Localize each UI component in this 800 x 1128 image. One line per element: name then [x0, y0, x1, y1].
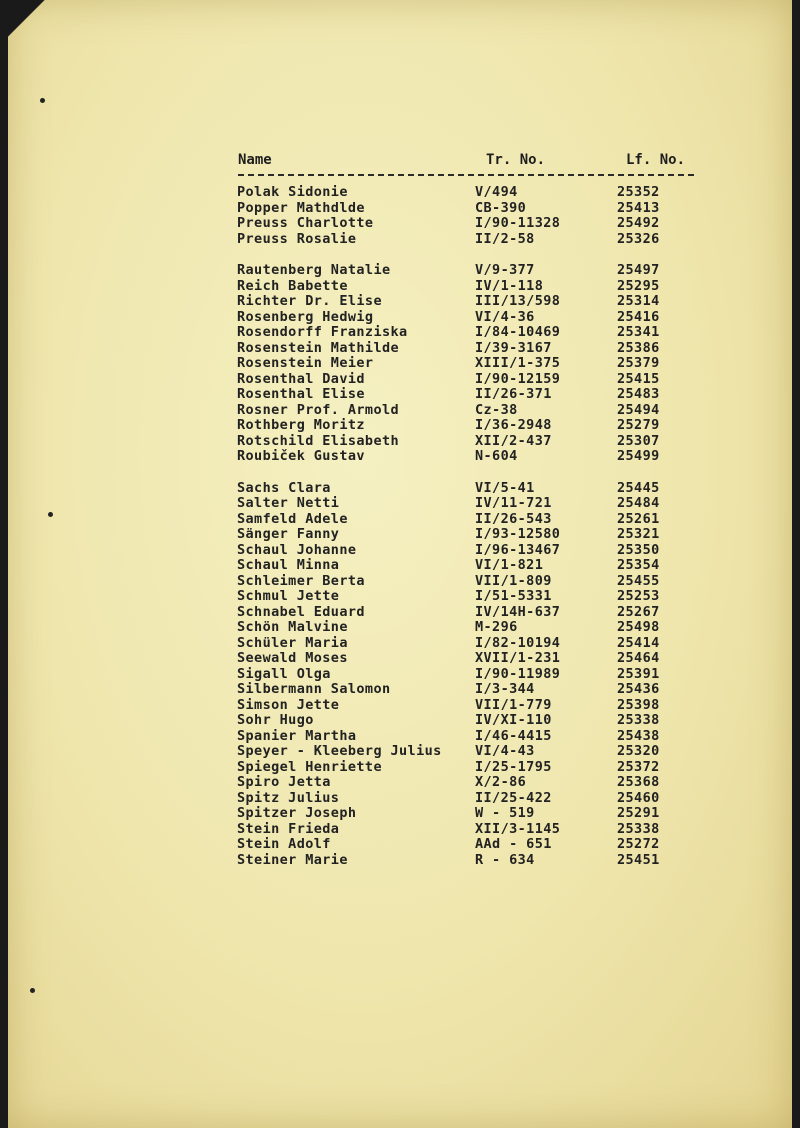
list-item — [237, 635, 697, 651]
header-lf-no: Lf. No. — [626, 152, 686, 168]
list-number: 25372 — [617, 758, 660, 775]
transport-number: II/25-422 — [475, 789, 552, 806]
transport-number: VI/4-36 — [475, 308, 535, 325]
person-name: Schnabel Eduard — [237, 603, 365, 620]
list-number: 25354 — [617, 557, 660, 573]
list-number: 25338 — [617, 712, 660, 728]
list-item — [237, 588, 697, 604]
list-item — [237, 666, 697, 682]
transport-number: M-296 — [475, 619, 518, 635]
list-number: 25498 — [617, 619, 660, 635]
header-tr-no: Tr. No. — [486, 152, 546, 168]
transport-number: VII/1-779 — [475, 696, 552, 713]
list-number: 25416 — [617, 308, 660, 325]
hole-punch-mark — [40, 98, 45, 103]
person-name: Sohr Hugo — [237, 712, 314, 728]
transport-number: I/39-3167 — [475, 339, 552, 356]
transport-number: X/2-86 — [475, 774, 527, 790]
transport-number: I/25-1795 — [475, 758, 552, 775]
person-name: Rautenberg Natalie — [237, 262, 391, 278]
list-group — [237, 480, 697, 868]
list-number: 25368 — [617, 774, 660, 790]
list-item — [237, 340, 697, 356]
list-number: 25314 — [617, 293, 660, 309]
list-item — [237, 480, 697, 496]
list-item — [237, 511, 697, 527]
list-number: 25321 — [617, 526, 660, 542]
transport-number: V/494 — [475, 184, 518, 200]
list-number: 25253 — [617, 588, 660, 604]
person-name: Popper Mathdlde — [237, 199, 365, 216]
person-name: Samfeld Adele — [237, 510, 348, 527]
transport-number: AAd - 651 — [475, 836, 552, 852]
list-item — [237, 433, 697, 449]
person-name: Stein Frieda — [237, 820, 340, 837]
list-item — [237, 790, 697, 806]
list-number: 25272 — [617, 836, 660, 852]
person-name: Steiner Marie — [237, 851, 348, 868]
list-item — [237, 759, 697, 775]
person-name: Rotschild Elisabeth — [237, 432, 400, 449]
transport-number: IV/XI-110 — [475, 712, 552, 728]
list-item — [237, 805, 697, 821]
list-number: 25386 — [617, 339, 660, 356]
transport-number: II/26-371 — [475, 386, 552, 402]
list-number: 25326 — [617, 230, 660, 247]
list-item — [237, 573, 697, 589]
list-item — [237, 697, 697, 713]
list-number: 25438 — [617, 727, 660, 744]
list-item — [237, 402, 697, 418]
list-number: 25460 — [617, 789, 660, 806]
transport-number: I/96-13467 — [475, 541, 561, 558]
transport-number: I/3-344 — [475, 681, 535, 697]
person-name: Schaul Johanne — [237, 541, 357, 558]
list-item — [237, 526, 697, 542]
person-name: Simson Jette — [237, 696, 340, 713]
transport-number: IV/14H-637 — [475, 603, 561, 620]
list-item — [237, 619, 697, 635]
list-item — [237, 184, 697, 200]
transport-number: W - 519 — [475, 805, 535, 821]
person-name: Schön Malvine — [237, 619, 348, 635]
person-name: Schaul Minna — [237, 557, 340, 573]
transport-number: III/13/598 — [475, 293, 561, 309]
transport-number: XIII/1-375 — [475, 355, 561, 371]
person-name: Roubiček Gustav — [237, 448, 365, 464]
list-number: 25484 — [617, 495, 660, 511]
person-name: Spitzer Joseph — [237, 805, 357, 821]
list-item — [237, 309, 697, 325]
transport-number: IV/1-118 — [475, 277, 544, 294]
list-number: 25464 — [617, 650, 660, 666]
transport-number: I/90-11989 — [475, 665, 561, 682]
list-number: 25320 — [617, 743, 660, 759]
list-number: 25451 — [617, 851, 660, 868]
transport-number: XVII/1-231 — [475, 650, 561, 666]
list-number: 25352 — [617, 184, 660, 200]
list-item — [237, 681, 697, 697]
list-number: 25413 — [617, 199, 660, 216]
list-item — [237, 743, 697, 759]
list-item — [237, 448, 697, 464]
person-name: Salter Netti — [237, 495, 340, 511]
document-page — [8, 0, 792, 1128]
person-name: Schüler Maria — [237, 634, 348, 651]
person-name: Rosenthal David — [237, 370, 365, 387]
list-number: 25338 — [617, 820, 660, 837]
list-number: 25483 — [617, 386, 660, 402]
transport-number: I/51-5331 — [475, 588, 552, 604]
list-number: 25379 — [617, 355, 660, 371]
list-group — [237, 262, 697, 464]
list-number: 25267 — [617, 603, 660, 620]
header-divider — [238, 174, 694, 176]
transport-number: I/93-12580 — [475, 526, 561, 542]
list-number: 25291 — [617, 805, 660, 821]
person-name: Rosenberg Hedwig — [237, 308, 374, 325]
list-number: 25398 — [617, 696, 660, 713]
transport-number: R - 634 — [475, 851, 535, 868]
list-item — [237, 293, 697, 309]
hole-punch-mark — [30, 988, 35, 993]
list-number: 25341 — [617, 324, 660, 340]
torn-corner — [8, 0, 68, 60]
list-item — [237, 774, 697, 790]
list-number: 25415 — [617, 370, 660, 387]
person-name: Preuss Charlotte — [237, 215, 374, 231]
transport-number: XII/2-437 — [475, 432, 552, 449]
transport-number: I/36-2948 — [475, 417, 552, 433]
list-item — [237, 355, 697, 371]
list-item — [237, 650, 697, 666]
list-number: 25414 — [617, 634, 660, 651]
person-name: Sigall Olga — [237, 665, 331, 682]
person-name: Rosenthal Elise — [237, 386, 365, 402]
transport-number: Cz-38 — [475, 401, 518, 418]
transport-number: V/9-377 — [475, 262, 535, 278]
list-item — [237, 852, 697, 868]
person-name: Sänger Fanny — [237, 526, 340, 542]
transport-number: II/26-543 — [475, 510, 552, 527]
transport-number: VI/1-821 — [475, 557, 544, 573]
person-name: Rosner Prof. Armold — [237, 401, 400, 418]
column-header — [230, 152, 710, 172]
hole-punch-mark — [48, 512, 53, 517]
person-name: Richter Dr. Elise — [237, 293, 382, 309]
person-name: Spiro Jetta — [237, 774, 331, 790]
transport-number: CB-390 — [475, 199, 527, 216]
person-name: Rosenstein Mathilde — [237, 339, 400, 356]
list-item — [237, 557, 697, 573]
transport-number: I/90-11328 — [475, 215, 561, 231]
list-number: 25494 — [617, 401, 660, 418]
person-name: Spitz Julius — [237, 789, 340, 806]
transport-number: IV/11-721 — [475, 495, 552, 511]
list-item — [237, 712, 697, 728]
name-list — [237, 184, 697, 883]
transport-number: I/46-4415 — [475, 727, 552, 744]
list-number: 25492 — [617, 215, 660, 231]
list-number: 25279 — [617, 417, 660, 433]
transport-number: VI/5-41 — [475, 479, 535, 496]
list-group — [237, 184, 697, 246]
person-name: Schleimer Berta — [237, 572, 365, 589]
transport-number: VII/1-809 — [475, 572, 552, 589]
transport-number: I/84-10469 — [475, 324, 561, 340]
person-name: Rosendorff Franziska — [237, 324, 408, 340]
transport-number: XII/3-1145 — [475, 820, 561, 837]
person-name: Sachs Clara — [237, 479, 331, 496]
person-name: Stein Adolf — [237, 836, 331, 852]
person-name: Silbermann Salomon — [237, 681, 391, 697]
transport-number: II/2-58 — [475, 230, 535, 247]
list-item — [237, 324, 697, 340]
list-item — [237, 542, 697, 558]
list-number: 25350 — [617, 541, 660, 558]
list-number: 25307 — [617, 432, 660, 449]
person-name: Rothberg Moritz — [237, 417, 365, 433]
person-name: Reich Babette — [237, 277, 348, 294]
transport-number: I/82-10194 — [475, 634, 561, 651]
person-name: Seewald Moses — [237, 650, 348, 666]
list-item — [237, 417, 697, 433]
list-number: 25445 — [617, 479, 660, 496]
list-item — [237, 215, 697, 231]
list-number: 25497 — [617, 262, 660, 278]
transport-number: N-604 — [475, 448, 518, 464]
list-item — [237, 604, 697, 620]
list-number: 25499 — [617, 448, 660, 464]
transport-number: I/90-12159 — [475, 370, 561, 387]
list-item — [237, 200, 697, 216]
header-name: Name — [238, 152, 272, 168]
person-name: Spanier Martha — [237, 727, 357, 744]
list-item — [237, 386, 697, 402]
list-item — [237, 262, 697, 278]
list-item — [237, 495, 697, 511]
person-name: Schmul Jette — [237, 588, 340, 604]
person-name: Rosenstein Meier — [237, 355, 374, 371]
list-number: 25261 — [617, 510, 660, 527]
list-item — [237, 371, 697, 387]
list-number: 25391 — [617, 665, 660, 682]
list-item — [237, 231, 697, 247]
list-number: 25436 — [617, 681, 660, 697]
person-name: Speyer - Kleeberg Julius — [237, 743, 442, 759]
transport-number: VI/4-43 — [475, 743, 535, 759]
person-name: Preuss Rosalie — [237, 230, 357, 247]
list-number: 25455 — [617, 572, 660, 589]
list-item — [237, 821, 697, 837]
list-item — [237, 836, 697, 852]
list-item — [237, 278, 697, 294]
person-name: Polak Sidonie — [237, 184, 348, 200]
person-name: Spiegel Henriette — [237, 758, 382, 775]
list-number: 25295 — [617, 277, 660, 294]
list-item — [237, 728, 697, 744]
